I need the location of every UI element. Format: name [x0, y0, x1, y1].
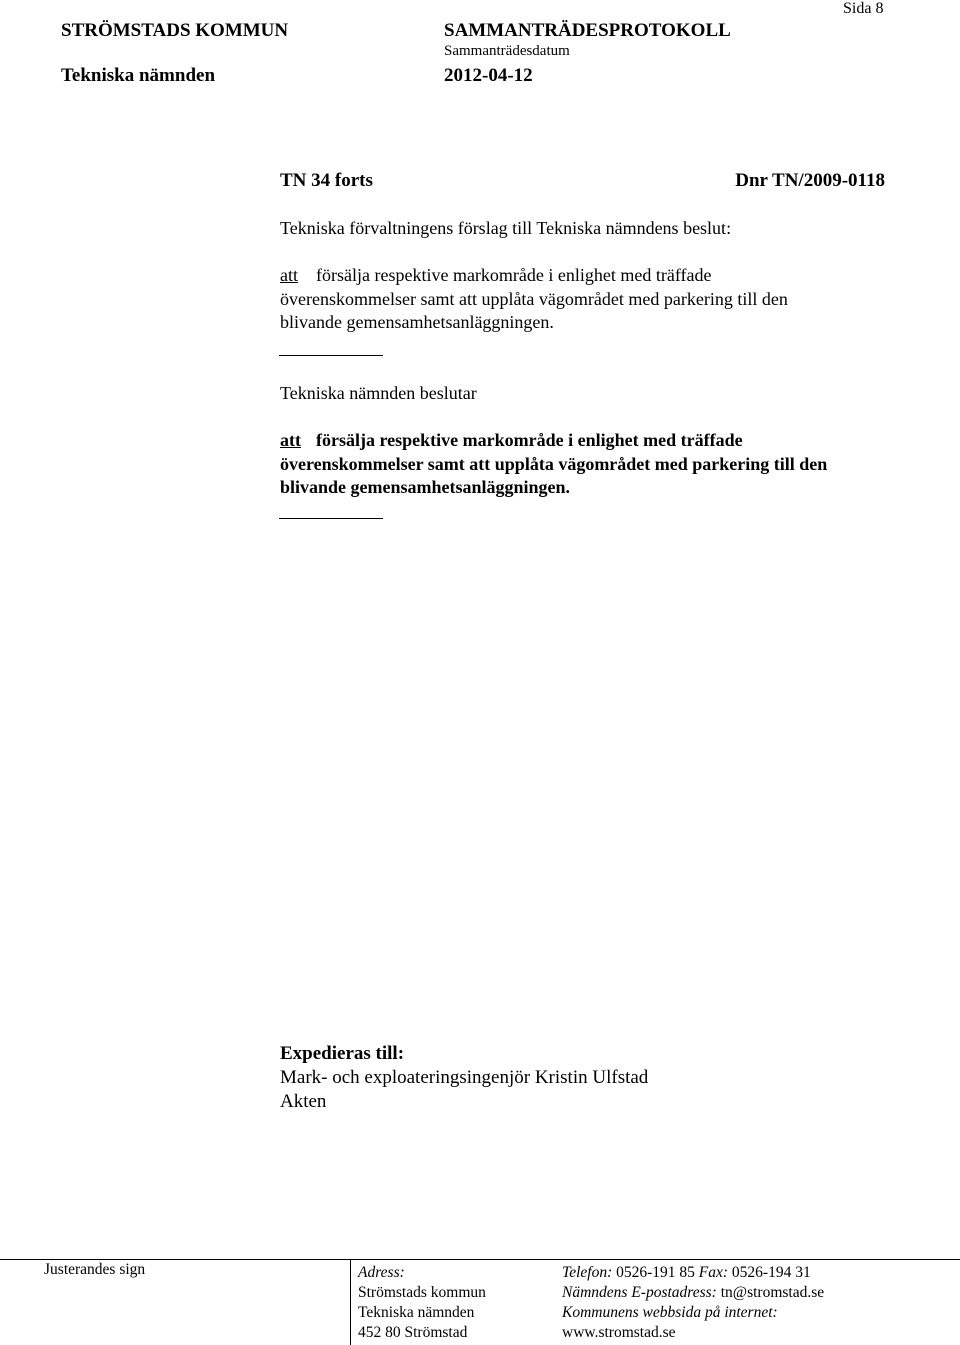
decision-line: blivande gemensamhetsanläggningen. — [280, 477, 571, 497]
email-label: Nämndens E-postadress: — [562, 1284, 717, 1301]
document-type: SAMMANTRÄDESPROTOKOLL — [444, 20, 731, 41]
decision-heading: Tekniska nämnden beslutar — [280, 383, 477, 403]
proposal-line: blivande gemensamhetsanläggningen. — [280, 312, 554, 332]
case-dnr: Dnr TN/2009-0118 — [735, 170, 885, 191]
decision-text — [280, 429, 920, 500]
distribution-heading: Expedieras till: — [280, 1043, 405, 1064]
decision-att: att — [280, 430, 301, 450]
distribution-recipient: Akten — [280, 1091, 327, 1112]
distribution-recipient: Mark- och exploateringsingenjör Kristin Ulfstad — [280, 1067, 649, 1088]
address-line: Tekniska nämnden — [358, 1304, 475, 1321]
contact-phone-fax — [562, 1264, 811, 1282]
meeting-date: 2012-04-12 — [444, 65, 533, 86]
proposal-text — [280, 264, 920, 335]
address-line: Strömstads kommun — [358, 1284, 486, 1301]
meeting-date-caption: Sammanträdesdatum — [444, 43, 570, 59]
website-link[interactable]: www.stromstad.se — [562, 1324, 676, 1341]
decision-line: försälja respektive markområde i enlighet med träffade — [316, 430, 743, 450]
committee-name: Tekniska nämnden — [61, 65, 216, 86]
case-number: TN 34 forts — [280, 170, 373, 191]
proposal-intro: Tekniska förvaltningens förslag till Tekniska nämndens beslut: — [280, 218, 732, 238]
phone-number: 0526-191 85 — [616, 1264, 695, 1281]
proposal-att: att — [280, 265, 298, 285]
municipality-name: STRÖMSTADS KOMMUN — [61, 20, 289, 41]
web-label: Kommunens webbsida på internet: — [562, 1304, 778, 1321]
fax-number: 0526-194 31 — [731, 1264, 811, 1281]
footer-divider — [350, 1260, 351, 1345]
proposal-line: överenskommelser samt att upplåta vägområdet med parkering till den — [280, 288, 788, 309]
email-address[interactable]: tn@stromstad.se — [720, 1284, 825, 1301]
page-number: Sida 8 — [843, 0, 884, 17]
signature-label: Justerandes sign — [44, 1261, 146, 1278]
contact-email — [562, 1284, 824, 1302]
footer-rule — [0, 1259, 960, 1260]
address-label: Adress: — [358, 1264, 405, 1281]
separator-line — [279, 355, 383, 356]
proposal-line: försälja respektive markområde i enlighet med träffade — [316, 265, 712, 285]
fax-label: Fax: — [698, 1264, 729, 1281]
decision-line: överenskommelser samt att upplåta vägområdet med parkering till den — [280, 453, 828, 474]
phone-label: Telefon: — [562, 1264, 613, 1281]
separator-line — [279, 518, 383, 519]
address-line: 452 80 Strömstad — [358, 1324, 468, 1341]
